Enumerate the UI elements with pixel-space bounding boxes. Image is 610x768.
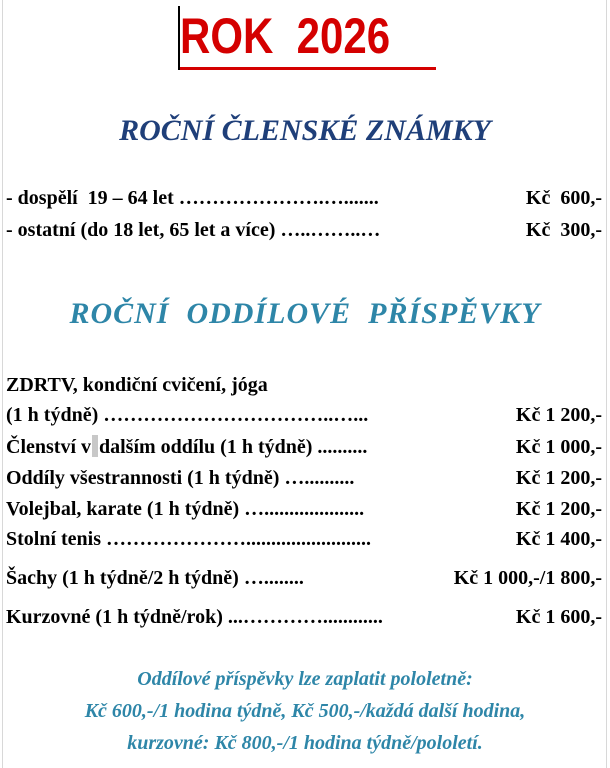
fees-row-table-tennis-label: Stolní tenis …………………......................... (6, 528, 372, 550)
fees-row-zdrtv-price: Kč 1 200,- (515, 404, 602, 426)
fees-row-other-club-price: Kč 1 000,- (515, 436, 602, 458)
fees-row-other-club-label-a: Členství v (6, 436, 91, 458)
fees-row-chess-price: Kč 1 000,-/1 800,- (453, 567, 602, 589)
fees-row-table-tennis-price: Kč 1 400,- (515, 528, 602, 550)
document-title: ROK 2026 (180, 8, 391, 64)
fees-row-zdrtv-label: (1 h týdně) ……………………………..…... (6, 404, 369, 426)
title-box[interactable] (178, 6, 440, 70)
membership-row-others-price: Kč 300,- (525, 219, 602, 241)
membership-row-others-label: - ostatní (do 18 let, 65 let a více) …..……..… (6, 219, 381, 241)
fees-row-courses-label: Kurzovné (1 h týdně/rok) ...…………............ (6, 606, 383, 628)
section-heading-membership: ROČNÍ ČLENSKÉ ZNÁMKY (119, 114, 491, 147)
fees-row-other-club-label (6, 435, 367, 459)
fees-row-courses-price: Kč 1 600,- (515, 606, 602, 628)
title-underline (180, 67, 436, 70)
fees-row-volleyball-price: Kč 1 200,- (515, 498, 602, 520)
fees-row-versatility-price: Kč 1 200,- (515, 467, 602, 489)
fees-row-volleyball-label: Volejbal, karate (1 h týdně) ….................... (6, 498, 365, 520)
membership-row-adults-label: - dospělí 19 – 64 let ………………….…....... (6, 187, 379, 209)
fees-row-zdrtv-title: ZDRTV, kondiční cvičení, jóga (6, 374, 268, 396)
note-line-1: Oddílové příspěvky lze zaplatit pololetně: (137, 668, 473, 690)
fees-row-chess-label: Šachy (1 h týdně/2 h týdně) …........ (6, 567, 304, 589)
note-line-2: Kč 600,-/1 hodina týdně, Kč 500,-/každá další hodina, (84, 700, 526, 722)
text-cursor-highlight (92, 435, 98, 457)
note-line-3: kurzovné: Kč 800,-/1 hodina týdně/pololetí. (127, 732, 483, 754)
section-heading-fees: ROČNÍ ODDÍLOVÉ PŘÍSPĚVKY (69, 297, 541, 330)
fees-row-versatility-label: Oddíly všestrannosti (1 h týdně) ….......... (6, 467, 355, 489)
membership-row-adults-price: Kč 600,- (525, 187, 602, 209)
fees-row-other-club-label-b: dalším oddílu (1 h týdně) .......... (99, 436, 368, 458)
